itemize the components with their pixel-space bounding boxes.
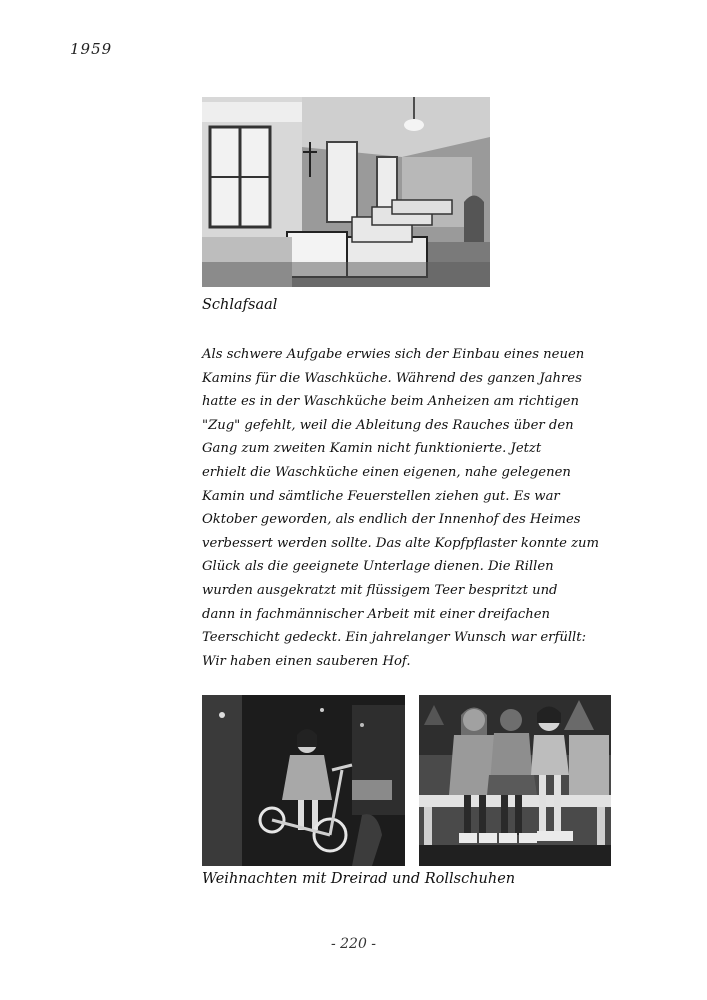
roller-skates-photo	[419, 695, 611, 866]
body-line: erhielt die Waschküche einen eigenen, nahe gelegenen	[202, 464, 571, 480]
body-line: Glück als die geeignete Unterlage dienen. Die Rillen	[202, 559, 554, 575]
body-line: hatte es in der Waschküche beim Anheizen am richtigen	[202, 394, 579, 410]
body-line: wurden ausgekratzt mit flüssigem Teer bespritzt und	[202, 582, 558, 598]
body-line: Kamin und sämtliche Feuerstellen ziehen gut. Es war	[202, 488, 560, 504]
dormitory-caption: Schlafsaal	[202, 297, 278, 313]
body-line: Teerschicht gedeckt. Ein jahrelanger Wunsch war erfüllt:	[202, 630, 587, 646]
dormitory-photo	[202, 97, 490, 287]
body-line: Wir haben einen sauberen Hof.	[202, 653, 411, 669]
body-paragraph	[202, 343, 642, 673]
christmas-caption: Weihnachten mit Dreirad und Rollschuhen	[202, 871, 516, 887]
body-line: Oktober geworden, als endlich der Innenhof des Heimes	[202, 512, 581, 528]
body-line: Gang zum zweiten Kamin nicht funktionierte. Jetzt	[202, 441, 542, 457]
body-line: verbessert werden sollte. Das alte Kopfpflaster konnte zum	[202, 535, 600, 551]
page-number: - 220 -	[330, 936, 377, 952]
body-line: dann in fachmännischer Arbeit mit einer dreifachen	[202, 606, 551, 622]
tricycle-photo	[202, 695, 405, 866]
body-line: Kamins für die Waschküche. Während des ganzen Jahres	[202, 370, 582, 386]
body-line: Als schwere Aufgabe erwies sich der Einbau eines neuen	[202, 347, 585, 362]
body-line: "Zug" gefehlt, weil die Ableitung des Rauches über den	[202, 417, 574, 433]
page-year: 1959	[70, 40, 113, 58]
